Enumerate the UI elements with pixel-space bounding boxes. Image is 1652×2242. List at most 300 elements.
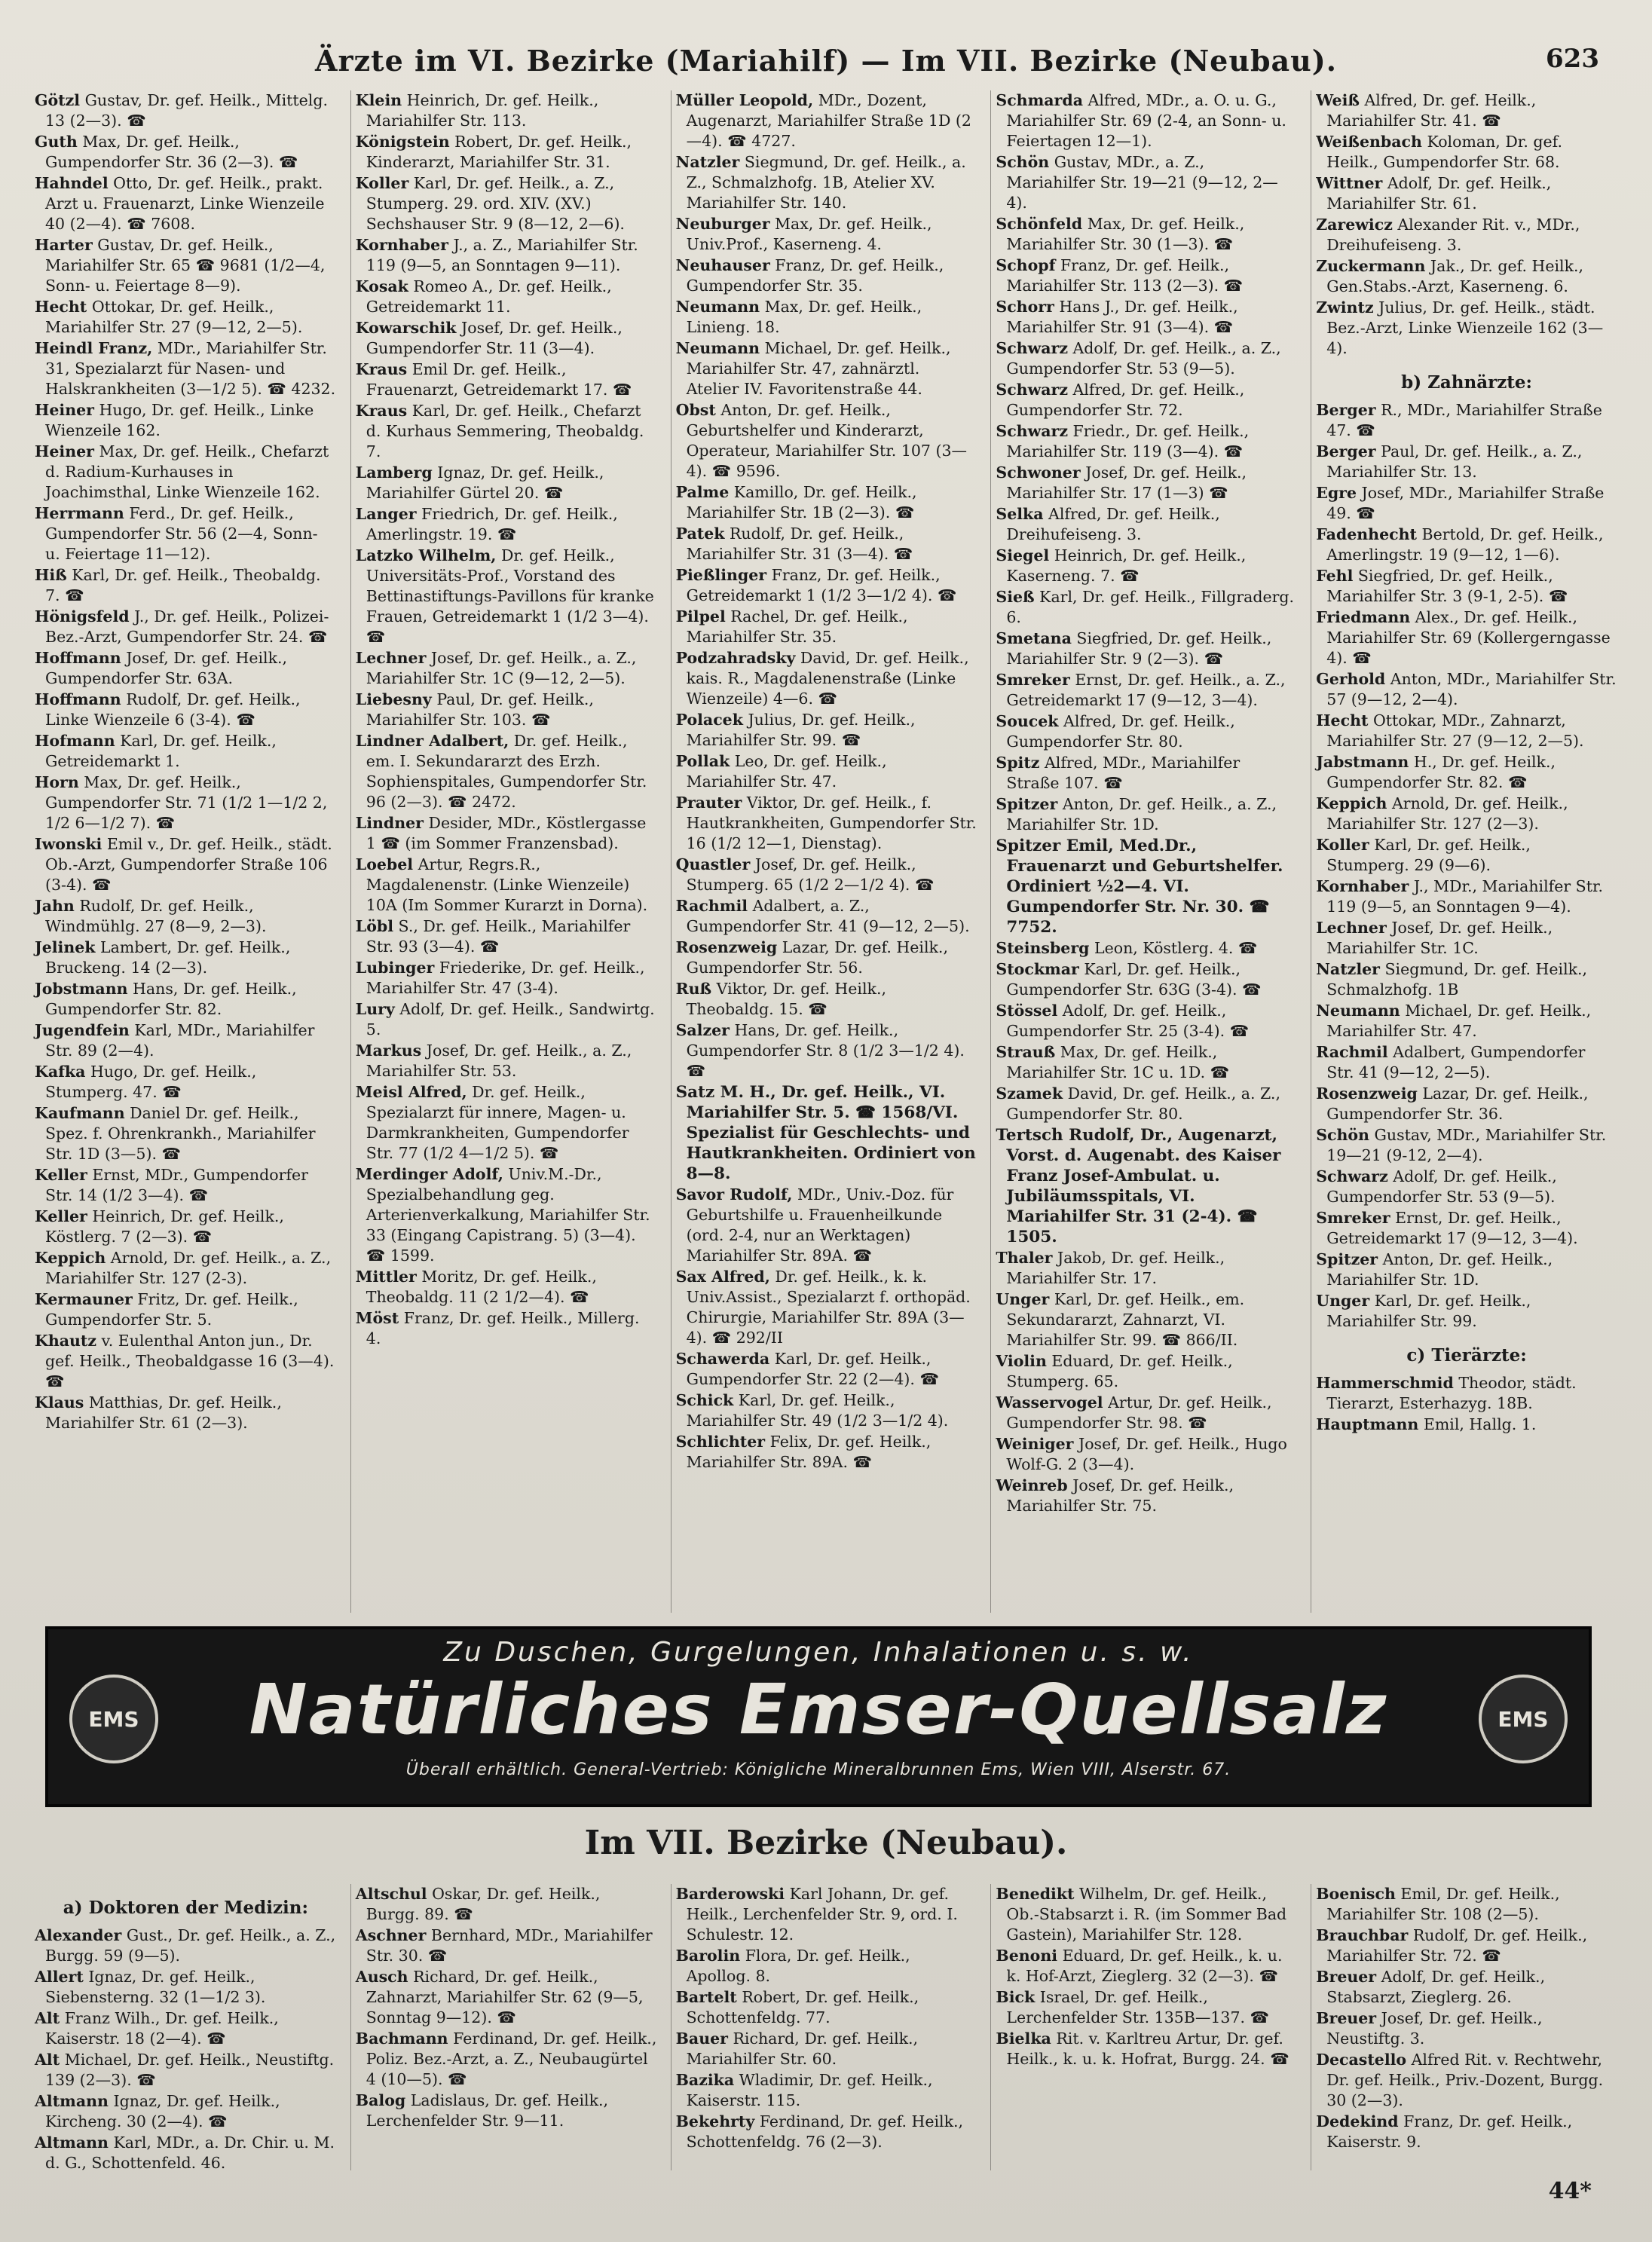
entry-details: Karl, Dr. gef. Heilk., Fillgraderg. 6. [1006, 588, 1295, 626]
directory-entry [676, 1946, 977, 1987]
entry-name: Lindner [355, 814, 424, 832]
entry-name: Altschul [355, 1885, 427, 1903]
entry-details: Siegfried, Dr. gef. Heilk., Mariahilfer Str. 3 (9-1, 2-5). ☎ [1326, 567, 1568, 605]
directory-entry [356, 1267, 657, 1308]
signature-mark: 44* [1548, 2178, 1592, 2204]
entry-details: Ferd., Dr. gef. Heilk., Gumpendorfer Str. 56 (2—4, Sonn- u. Feiertage 11—12). [45, 504, 318, 563]
entry-name: Violin [996, 1352, 1047, 1370]
directory-entry [996, 1434, 1297, 1475]
entry-details: Daniel Dr. gef. Heilk., Spez. f. Ohrenkrankh., Mariahilfer Str. 1D (3—5). ☎ [45, 1104, 316, 1163]
entry-name: Palme [675, 483, 730, 501]
entry-name: Schwarz [996, 422, 1068, 440]
entry-name: Patek [675, 525, 725, 543]
entry-name: Loebel [355, 855, 414, 873]
entry-details: Rachel, Dr. gef. Heilk., Mariahilfer Str. 35. [686, 607, 908, 646]
entry-details: Adalbert, a. Z., Gumpendorfer Str. 41 (9—12, 2—5). [686, 897, 970, 935]
entry-details: Franz, Dr. gef. Heilk., Millerg. 4. [366, 1309, 640, 1347]
entry-details: Rudolf, Dr. gef. Heilk., Mariahilfer Str. 72. ☎ [1326, 1926, 1588, 1965]
entry-name: Neumann [675, 298, 760, 316]
entry-name: Rachmil [675, 897, 748, 915]
entry-name: Koller [1316, 836, 1369, 854]
directory-entry [996, 1884, 1297, 1945]
entry-details: Jak., Dr. gef. Heilk., Gen.Stabs.-Arzt, Kaserneng. 6. [1326, 257, 1584, 295]
directory-entry [35, 607, 337, 647]
entry-name: Satz M. H., Dr. gef. Heilk., VI. Mariahilfer Str. 5. ☎ 1568/VI. Spezialist für Geschlechts- und Hautkrankheiten. Ordiniert von 8—8. [675, 1083, 976, 1183]
advert-top-line: Zu Duschen, Gurgelungen, Inhalationen u. s. w. [443, 1637, 1194, 1668]
entry-details: Univ.M.-Dr., Spezialbehandlung geg. Arterienverkalkung, Mariahilfer Str. 33 (Eingang Capistrang. 5) (3—4). ☎ 1599. [366, 1165, 650, 1265]
entry-details: Dr. gef. Heilk., em. I. Sekundararzt des Erzh. Sophienspitales, Gumpendorfer Str. 96 (2—3). ☎ 2472. [366, 732, 647, 811]
directory-entry [356, 277, 657, 317]
entry-details: Franz Wilh., Dr. gef. Heilk., Kaiserstr. 18 (2—4). ☎ [45, 2009, 279, 2048]
entry-name: Lechner [1316, 919, 1387, 937]
entry-details: Max, Dr. gef. Heilk., Univ.Prof., Kaserneng. 4. [686, 215, 932, 253]
entry-name: Alt [35, 2051, 60, 2069]
directory-entry [35, 2091, 337, 2132]
entry-name: Benedikt [996, 1885, 1075, 1903]
entry-details: Friedr., Dr. gef. Heilk., Mariahilfer Str. 119 (3—4). ☎ [1006, 422, 1250, 460]
entry-name: Bachmann [355, 2029, 448, 2048]
entry-details: Matthias, Dr. gef. Heilk., Mariahilfer Str. 61 (2—3). [45, 1393, 282, 1432]
entry-details: Ottokar, MDr., Zahnarzt, Mariahilfer Str. 27 (9—12, 2—5). [1326, 711, 1584, 750]
entry-name: Neumann [675, 339, 760, 357]
directory-entry [676, 937, 977, 978]
entry-name: Hönigsfeld [35, 607, 130, 625]
entry-details: J., MDr., Mariahilfer Str. 119 (9—5, an Sonntagen 9—4). [1326, 877, 1604, 916]
entry-details: Lazar, Dr. gef. Heilk., Gumpendorfer Str. 56. [686, 938, 948, 977]
directory-entry [1316, 1967, 1617, 2008]
directory-entry [356, 1041, 657, 1081]
directory-entry [35, 1248, 337, 1289]
entry-details: Anton, MDr., Mariahilfer Str. 57 (9—12, 2—4). [1326, 670, 1617, 708]
entry-details: Ignaz, Dr. gef. Heilk., Siebensterng. 32 (1—1/2 3). [45, 1968, 266, 2006]
entry-name: Klein [355, 91, 402, 109]
entry-details: Karl, Dr. gef. Heilk., Gumpendorfer Str. 22 (2—4). ☎ [686, 1350, 939, 1388]
entry-name: Jobstmann [35, 980, 128, 998]
directory-entry [676, 751, 977, 792]
entry-name: Jahn [35, 897, 75, 915]
entry-name: Spitz [996, 754, 1040, 772]
entry-name: Lury [355, 1000, 395, 1018]
entry-name: Hauptmann [1316, 1415, 1419, 1433]
entry-name: Heindl Franz, [35, 339, 153, 357]
directory-entry [356, 648, 657, 689]
entry-name: Smetana [996, 629, 1072, 647]
directory-entry [996, 421, 1297, 462]
lower-listing [30, 1884, 1622, 2170]
entry-name: Kornhaber [1316, 877, 1409, 895]
directory-entry [1316, 794, 1617, 834]
page-number: 623 [1546, 44, 1599, 74]
directory-entry [35, 1925, 337, 1966]
entry-details: Paul, Dr. gef. Heilk., Mariahilfer Str. 103. ☎ [366, 690, 594, 729]
entry-details: Siegmund, Dr. gef. Heilk., a. Z., Schmalzhofg. 1B, Atelier XV. Mariahilfer Str. 140. [686, 153, 966, 212]
directory-entry [676, 524, 977, 564]
entry-details: Gustav, MDr., Mariahilfer Str. 19—21 (9-12, 2—4). [1326, 1126, 1607, 1164]
entry-name: Soucek [996, 712, 1059, 730]
directory-entry [996, 794, 1297, 835]
entry-name: Steinsberg [996, 939, 1090, 957]
entry-name: Neumann [1316, 1002, 1400, 1020]
entry-details: Ernst, Dr. gef. Heilk., a. Z., Getreidemarkt 17 (9—12, 3—4). [1006, 671, 1286, 709]
entry-details: MDr., Mariahilfer Str. 31, Spezialarzt für Nasen- und Halskrankheiten (3—1/2 5). ☎ 4232. [45, 339, 336, 398]
directory-entry [996, 463, 1297, 503]
entry-details: Heinrich, Dr. gef. Heilk., Köstlerg. 7 (2—3). ☎ [45, 1207, 284, 1246]
entry-name: Müller Leopold, [675, 91, 814, 109]
entry-name: Breuer [1316, 2009, 1377, 2027]
directory-entry [1316, 525, 1617, 565]
entry-name: Gerhold [1316, 670, 1386, 688]
directory-entry [996, 90, 1297, 151]
entry-name: Merdinger Adolf, [355, 1165, 503, 1183]
entry-name: Spitzer [996, 795, 1058, 813]
entry-details: J., Dr. gef. Heilk., Polizei-Bez.-Arzt, Gumpendorfer Str. 24. ☎ [45, 607, 329, 646]
entry-name: Schorr [996, 298, 1054, 316]
directory-entry [996, 152, 1297, 213]
directory-entry [676, 2029, 977, 2069]
directory-entry [996, 380, 1297, 421]
entry-details: David, Dr. gef. Heilk., a. Z., Gumpendorfer Str. 80. [1006, 1084, 1280, 1123]
directory-entry [1316, 2112, 1617, 2152]
entry-details: Moritz, Dr. gef. Heilk., Theobaldg. 11 (2 1/2—4). ☎ [366, 1268, 597, 1306]
directory-entry [35, 1393, 337, 1433]
entry-name: Heiner [35, 401, 94, 419]
listing-column [990, 90, 1302, 1613]
entry-details: Paul, Dr. gef. Heilk., a. Z., Mariahilfer Str. 13. [1326, 442, 1583, 481]
directory-entry [996, 338, 1297, 379]
directory-entry [996, 959, 1297, 1000]
entry-details: Alfred, MDr., a. O. u. G., Mariahilfer Str. 69 (2-4, an Sonn- u. Feiertagen 12—1). [1006, 91, 1286, 150]
entry-name: Fehl [1316, 567, 1354, 585]
entry-name: Keller [35, 1166, 87, 1184]
entry-details: Adolf, Dr. gef. Heilk., a. Z., Gumpendorfer Str. 53 (9—5). [1006, 339, 1281, 378]
entry-name: Pilpel [675, 607, 726, 625]
entry-details: Josef, Dr. gef. Heilk., Gumpendorfer Str. 63A. [45, 649, 288, 687]
directory-entry [676, 1267, 977, 1348]
directory-entry [676, 648, 977, 709]
entry-name: Bielka [996, 2029, 1051, 2048]
entry-name: Lindner Adalbert, [355, 732, 509, 750]
entry-details: Emil v., Dr. gef. Heilk., städt. Ob.-Arzt, Gumpendorfer Straße 106 (3-4). ☎ [45, 835, 332, 894]
directory-entry [356, 235, 657, 276]
entry-details: Heinrich, Dr. gef. Heilk., Mariahilfer Str. 113. [366, 91, 599, 130]
entry-name: Rosenzweig [1316, 1084, 1418, 1103]
entry-name: Natzler [675, 153, 740, 171]
entry-details: Karl, Dr. gef. Heilk., Chefarzt d. Kurhaus Semmering, Theobaldg. 7. [366, 402, 644, 460]
entry-details: Alexander Rit. v., MDr., Dreihufeiseng. 3. [1326, 216, 1580, 254]
directory-entry [676, 607, 977, 647]
entry-name: Decastello [1316, 2051, 1407, 2069]
entry-details: Eduard, Dr. gef. Heilk., k. u. k. Hof-Arzt, Zieglerg. 32 (2—3). ☎ [1006, 1947, 1283, 1985]
entry-name: Kaufmann [35, 1104, 125, 1122]
directory-entry [996, 670, 1297, 711]
entry-details: Artur, Dr. gef. Heilk., Gumpendorfer Str. 98. ☎ [1006, 1393, 1272, 1432]
entry-details: Adolf, Dr. gef. Heilk., Mariahilfer Str. 61. [1326, 174, 1552, 213]
subsection-heading: c) Tierärzte: [1406, 1345, 1527, 1366]
entry-details: H., Dr. gef. Heilk., Gumpendorfer Str. 82. ☎ [1326, 753, 1556, 791]
directory-entry [996, 1125, 1297, 1247]
entry-details: Emil, Hallg. 1. [1423, 1415, 1537, 1433]
directory-entry [356, 1884, 657, 1925]
directory-entry [35, 338, 337, 399]
entry-details: Theodor, städt. Tierarzt, Esterhazyg. 18B. [1326, 1374, 1577, 1412]
entry-details: Josef, Dr. gef. Heilk., Neustiftg. 3. [1326, 2009, 1543, 2048]
entry-name: Hoffmann [35, 690, 121, 708]
entry-details: Karl, MDr., a. Dr. Chir. u. M. d. G., Schottenfeld. 46. [45, 2133, 335, 2170]
entry-name: Zuckermann [1316, 257, 1426, 275]
entry-details: Gustav, Dr. gef. Heilk., Mittelg. 13 (2—3). ☎ [45, 91, 328, 130]
directory-entry [996, 1393, 1297, 1433]
directory-entry [356, 1925, 657, 1966]
entry-details: Rudolf, Dr. gef. Heilk., Mariahilfer Str. 31 (3—4). ☎ [686, 525, 913, 563]
entry-details: Jakob, Dr. gef. Heilk., Mariahilfer Str. 17. [1006, 1249, 1225, 1287]
entry-name: Keppich [1316, 794, 1387, 812]
entry-details: Kamillo, Dr. gef. Heilk., Mariahilfer Str. 1B (2—3). ☎ [686, 483, 917, 522]
entry-name: Ausch [355, 1968, 408, 1986]
entry-details: Max, Dr. gef. Heilk., Linieng. 18. [686, 298, 922, 336]
entry-name: Schönfeld [996, 215, 1083, 233]
entry-details: Ferdinand, Dr. gef. Heilk., Poliz. Bez.-Arzt, a. Z., Neubaugürtel 4 (10—5). ☎ [366, 2029, 657, 2088]
entry-name: Kowarschik [355, 319, 457, 337]
entry-details: Robert, Dr. gef. Heilk., Kinderarzt, Mariahilfer Str. 31. [366, 133, 632, 171]
listing-column [1311, 90, 1622, 1613]
entry-details: Rudolf, Dr. gef. Heilk., Linke Wienzeile 6 (3-4). ☎ [45, 690, 301, 729]
entry-details: Rudolf, Dr. gef. Heilk., Windmühlg. 27 (8—9, 2—3). [45, 897, 267, 935]
listing-column [30, 1884, 341, 2170]
entry-name: Balog [355, 2091, 406, 2109]
entry-name: Weiniger [996, 1435, 1074, 1453]
entry-details: Siegfried, Dr. gef. Heilk., Mariahilfer Str. 9 (2—3). ☎ [1006, 629, 1272, 668]
directory-entry [676, 255, 977, 296]
directory-entry [676, 338, 977, 399]
entry-name: Obst [675, 401, 716, 419]
entry-details: Julius, Dr. gef. Heilk., Mariahilfer Str. 99. ☎ [686, 711, 916, 749]
entry-details: Viktor, Dr. gef. Heilk., Theobaldg. 15. ☎ [686, 980, 886, 1018]
entry-details: Rit. v. Karltreu Artur, Dr. gef. Heilk., k. u. k. Hofrat, Burgg. 24. ☎ [1006, 2029, 1289, 2068]
entry-name: Quastler [675, 855, 751, 873]
directory-entry [356, 401, 657, 462]
directory-entry [996, 836, 1297, 937]
entry-details: Julius, Dr. gef. Heilk., städt. Bez.-Arzt, Linke Wienzeile 162 (3—4). [1326, 298, 1604, 357]
directory-entry [35, 731, 337, 772]
entry-name: Lechner [355, 649, 427, 667]
entry-details: Ernst, MDr., Gumpendorfer Str. 14 (1/2 3—4). ☎ [45, 1166, 308, 1204]
directory-entry [356, 999, 657, 1040]
directory-entry [996, 1476, 1297, 1516]
entry-name: Kraus [355, 402, 408, 420]
entry-name: Berger [1316, 401, 1376, 419]
entry-name: Langer [355, 505, 417, 523]
entry-name: Neuhauser [675, 256, 770, 274]
entry-details: Max, Dr. gef. Heilk., Gumpendorfer Str. 36 (2—3). ☎ [45, 133, 298, 171]
entry-details: Alex., Dr. gef. Heilk., Mariahilfer Str. 69 (Kollergerngasse 4). ☎ [1326, 608, 1611, 667]
entry-name: Prauter [675, 794, 742, 812]
entry-details: Oskar, Dr. gef. Heilk., Burgg. 89. ☎ [366, 1885, 601, 1923]
directory-entry [1316, 1001, 1617, 1041]
entry-details: Franz, Dr. gef. Heilk., Kaiserstr. 9. [1326, 2112, 1573, 2151]
entry-details: Dr. gef. Heilk., k. k. Univ.Assist., Spezialarzt f. orthopäd. Chirurgie, Mariahilfer Str. 89A (3—4). ☎ 292/II [686, 1268, 971, 1347]
entry-name: Sieß [996, 588, 1035, 606]
entry-details: Leo, Dr. gef. Heilk., Mariahilfer Str. 47. [686, 752, 887, 791]
entry-details: Karl, Dr. gef. Heilk., a. Z., Stumperg. 29. ord. XIV. (XV.) Sechshauser Str. 9 (8—12, 2—6). [366, 174, 625, 233]
entry-details: Hans, Dr. gef. Heilk., Gumpendorfer Str. 8 (1/2 3—1/2 4). ☎ [686, 1021, 965, 1080]
listing-column [350, 90, 662, 1613]
directory-entry [356, 1164, 657, 1266]
entry-details: Robert, Dr. gef. Heilk., Schottenfeldg. 77. [686, 1988, 919, 2026]
entry-details: Wilhelm, Dr. gef. Heilk., Ob.-Stabsarzt i. R. (im Sommer Bad Gastein), Mariahilfer Str. 128. [1006, 1885, 1287, 1944]
entry-details: Otto, Dr. gef. Heilk., prakt. Arzt u. Frauenarzt, Linke Wienzeile 40 (2—4). ☎ 7608. [45, 174, 325, 233]
entry-name: Brauchbar [1316, 1926, 1409, 1944]
listing-column [1311, 1884, 1622, 2170]
entry-name: Szamek [996, 1084, 1063, 1103]
directory-entry [35, 400, 337, 441]
directory-entry [996, 2029, 1297, 2069]
directory-entry [676, 400, 977, 482]
entry-details: Karl, Dr. gef. Heilk., Mariahilfer Str. 49 (1/2 3—1/2 4). [686, 1391, 949, 1430]
entry-details: Israel, Dr. gef. Heilk., Lerchenfelder Str. 135B—137. ☎ [1006, 1988, 1270, 2026]
entry-name: Schmarda [996, 91, 1083, 109]
entry-details: Heinrich, Dr. gef. Heilk., Kaserneng. 7. ☎ [1006, 546, 1247, 585]
entry-name: Iwonski [35, 835, 102, 853]
entry-details: Adolf, Dr. gef. Heilk., Gumpendorfer Str. 25 (3-4). ☎ [1006, 1002, 1250, 1040]
entry-details: Josef, MDr., Mariahilfer Straße 49. ☎ [1326, 484, 1605, 522]
subsection-heading: a) Doktoren der Medizin: [63, 1898, 309, 1918]
directory-entry [1316, 1084, 1617, 1124]
entry-name: Liebesny [355, 690, 432, 708]
entry-name: Salzer [675, 1021, 730, 1039]
directory-entry [676, 482, 977, 523]
directory-entry [1316, 876, 1617, 917]
entry-name: Schön [996, 153, 1050, 171]
entry-details: Karl, Dr. gef. Heilk., em. Sekundararzt, Zahnarzt, VI. Mariahilfer Str. 99. ☎ 866/II. [1006, 1290, 1245, 1349]
entry-name: Natzler [1316, 960, 1380, 978]
directory-entry [996, 1946, 1297, 1987]
entry-details: Fritz, Dr. gef. Heilk., Gumpendorfer Str. 5. [45, 1290, 298, 1329]
directory-entry [1316, 918, 1617, 959]
directory-entry [356, 1082, 657, 1164]
directory-entry [356, 90, 657, 131]
entry-name: Schwoner [996, 463, 1081, 482]
section-heading: Im VII. Bezirke (Neubau). [584, 1824, 1068, 1862]
entry-name: Hoffmann [35, 649, 121, 667]
entry-name: Selka [996, 505, 1044, 523]
directory-entry [35, 1062, 337, 1103]
entry-details: Karl, MDr., Mariahilfer Str. 89 (2—4). [45, 1021, 315, 1060]
entry-name: Benoni [996, 1947, 1058, 1965]
directory-entry [676, 1020, 977, 1081]
listing-column [30, 90, 341, 1613]
entry-name: Lubinger [355, 959, 435, 977]
directory-entry [1316, 711, 1617, 751]
entry-details: David, Dr. gef. Heilk., kais. R., Magdalenenstraße (Linke Wienzeile) 4—6. ☎ [686, 649, 969, 708]
directory-entry [1316, 215, 1617, 255]
directory-entry [676, 297, 977, 338]
directory-entry [676, 896, 977, 937]
directory-entry [676, 793, 977, 854]
entry-details: Lazar, Dr. gef. Heilk., Gumpendorfer Str. 36. [1326, 1084, 1589, 1123]
directory-entry [996, 214, 1297, 255]
entry-name: Stockmar [996, 960, 1079, 978]
entry-name: Polacek [675, 711, 743, 729]
entry-name: Weinreb [996, 1476, 1068, 1494]
entry-details: Ottokar, Dr. gef. Heilk., Mariahilfer Str. 27 (9—12, 2—5). [45, 298, 303, 336]
entry-details: Friederike, Dr. gef. Heilk., Mariahilfer Str. 47 (3-4). [366, 959, 645, 997]
entry-name: Hofmann [35, 732, 115, 750]
entry-details: J., a. Z., Mariahilfer Str. 119 (9—5, an Sonntagen 9—11). [366, 236, 638, 274]
directory-entry [1316, 1208, 1617, 1249]
directory-entry [35, 1207, 337, 1247]
entry-details: Artur, Regrs.R., Magdalenenstr. (Linke Wienzeile) 10A (Im Sommer Kurarzt in Dorna). [366, 855, 648, 914]
entry-details: Wladimir, Dr. gef. Heilk., Kaiserstr. 115. [686, 2071, 933, 2109]
entry-name: Bekehrty [675, 2112, 755, 2130]
entry-details: Karl, Dr. gef. Heilk., Getreidemarkt 1. [45, 732, 277, 770]
entry-name: Schawerda [675, 1350, 770, 1368]
advert-main-line: Natürliches Emser-Quellsalz [249, 1669, 1388, 1750]
entry-name: Aschner [355, 1926, 427, 1944]
directory-entry [676, 1082, 977, 1184]
entry-details: Dr. gef. Heilk., Universitäts-Prof., Vorstand des Bettinastiftungs-Pavillons für kranke Frauen, Getreidemarkt 1 (1/2 3—4). ☎ [366, 546, 654, 646]
entry-name: Jugendfein [35, 1021, 130, 1039]
directory-entry [676, 214, 977, 255]
entry-name: Friedmann [1316, 608, 1411, 626]
entry-details: Josef, Dr. gef. Heilk., Mariahilfer Str. 1C. [1326, 919, 1553, 957]
directory-entry [35, 896, 337, 937]
directory-entry [356, 855, 657, 916]
directory-entry [996, 297, 1297, 338]
entry-details: Dr. gef. Heilk., Spezialarzt für innere, Magen- u. Darmkrankheiten, Gumpendorfer Str. 77 (1/2 4—1/2 5). ☎ [366, 1083, 629, 1162]
entry-name: Meisl Alfred, [355, 1083, 467, 1101]
entry-details: Arnold, Dr. gef. Heilk., Mariahilfer Str. 127 (2—3). [1326, 794, 1568, 833]
directory-entry [1316, 483, 1617, 524]
directory-entry [356, 359, 657, 400]
directory-entry [996, 1351, 1297, 1392]
entry-details: Alfred, Dr. gef. Heilk., Mariahilfer Str. 41. ☎ [1326, 91, 1537, 130]
directory-entry [35, 690, 337, 730]
directory-entry [676, 979, 977, 1020]
entry-name: Berger [1316, 442, 1376, 460]
entry-details: Hugo, Dr. gef. Heilk., Stumperg. 47. ☎ [45, 1063, 257, 1101]
advert-bottom-line: Überall erhältlich. General-Vertrieb: Königliche Mineralbrunnen Ems, Wien VIII, Alserstr. 67. [405, 1760, 1231, 1779]
directory-entry [35, 772, 337, 833]
entry-details: Alfred, MDr., Mariahilfer Straße 107. ☎ [1006, 754, 1241, 792]
directory-entry [1316, 173, 1617, 214]
directory-entry [1316, 607, 1617, 668]
directory-entry [356, 2029, 657, 2090]
entry-details: Karl, Dr. gef. Heilk., Theobaldg. 7. ☎ [45, 566, 321, 604]
listing-column [350, 1884, 662, 2170]
directory-entry [356, 504, 657, 545]
entry-name: Hahndel [35, 174, 109, 192]
directory-entry [356, 463, 657, 503]
entry-details: Alfred, Dr. gef. Heilk., Dreihufeiseng. 3. [1006, 505, 1220, 543]
directory-entry [35, 2008, 337, 2049]
directory-entry [996, 938, 1297, 959]
entry-details: Josef, Dr. gef. Heilk., Stumperg. 65 (1/2 2—1/2 4). ☎ [686, 855, 935, 894]
entry-details: Michael, Dr. gef. Heilk., Mariahilfer Str. 47. [1326, 1002, 1592, 1040]
entry-name: Horn [35, 773, 79, 791]
entry-name: Smreker [996, 671, 1070, 689]
entry-details: Alfred, Dr. gef. Heilk., Gumpendorfer Str. 72. [1006, 381, 1245, 419]
directory-entry [996, 1084, 1297, 1124]
directory-entry [676, 2112, 977, 2152]
entry-name: Boenisch [1316, 1885, 1396, 1903]
upper-listing [30, 90, 1622, 1613]
directory-entry [996, 1987, 1297, 2028]
entry-name: Kosak [355, 277, 408, 295]
entry-name: Keller [35, 1207, 87, 1225]
entry-name: Schön [1316, 1126, 1369, 1144]
entry-name: Siegel [996, 546, 1050, 564]
entry-name: Bick [996, 1988, 1036, 2006]
